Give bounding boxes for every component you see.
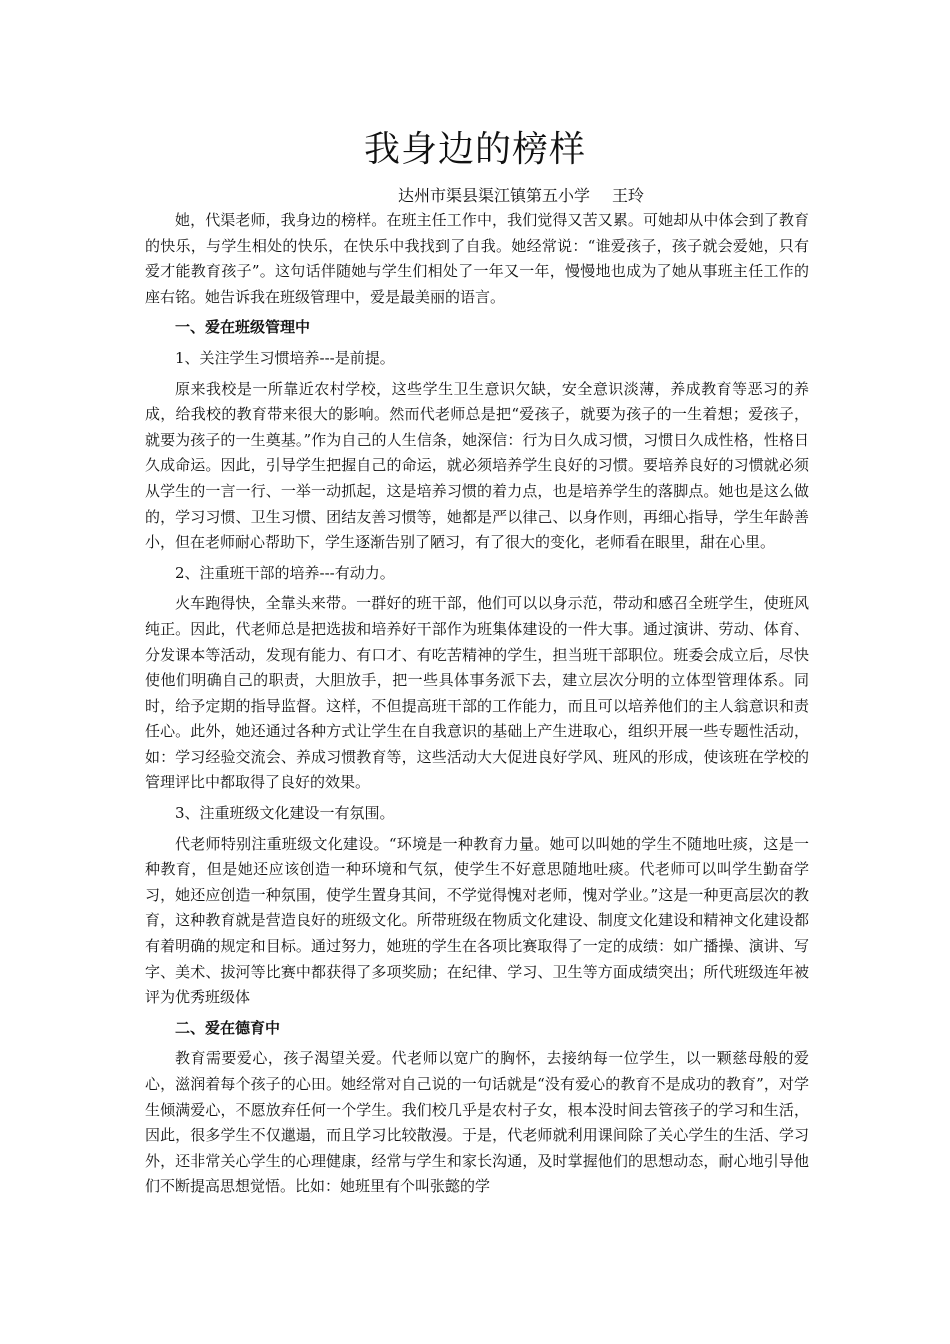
section-heading: 二、爱在德育中 (175, 1018, 281, 1037)
body-paragraph: 原来我校是一所靠近农村学校，这些学生卫生意识欠缺，安全意识淡薄，养成教育等恶习的养成，给我校的教育带来很大的影响。然而代老师总是把“爱孩子，就要为孩子的一生着想；爱孩子，就要为孩子的一生奠基。”作为自己的人生信条，她深信：行为日久成习惯，习惯日久成性格，性格日久成命运。因此，引导学生把握自己的命运，就必须培养学生良好的习惯。要培养良好的习惯就必须从学生的一言一行、一举一动抓起，这是培养习惯的着力点，也是培养学生的落脚点。她也是这么做的，学习习惯、卫生习惯、团结友善习惯等，她都是严以律己、以身作则，再细心指导，学生年龄善小，但在老师耐心帮助下，学生逐渐告别了陋习，有了很大的变化，老师看在眼里，甜在心里。 (145, 379, 809, 552)
subsection-heading: 1、关注学生习惯培养---是前提。 (175, 348, 395, 367)
intro-paragraph: 她，代渠老师，我身边的榜样。在班主任工作中，我们觉得又苦又累。可她却从中体会到了教育的快乐，与学生相处的快乐，在快乐中我找到了自我。她经常说：“谁爱孩子，孩子就会爱她，只有爱才能教育孩子”。这句话伴随她与学生们相处了一年又一年，慢慢地也成为了她从事班主任工作的座右铭。她告诉我在班级管理中，爱是最美丽的语言。 (145, 211, 809, 306)
author-organization: 达州市渠县渠江镇第五小学 (398, 186, 591, 205)
subsection-heading: 2、注重班干部的培养---有动力。 (175, 563, 395, 582)
page-title: 我身边的榜样 (363, 129, 586, 170)
author-byline (398, 184, 644, 208)
body-paragraph: 代老师特别注重班级文化建设。“环境是一种教育力量。她可以叫她的学生不随地吐痰，这是一种教育，但是她还应该创造一种环境和气氛，使学生不好意思随地吐痰。代老师可以叫学生勤奋学习，她还应创造一种氛围，使学生置身其间，不学觉得愧对老师，愧对学业。”这是一种更高层次的教育，这种教育就是营造良好的班级文化。所带班级在物质文化建设、制度文化建设和精神文化建设都有着明确的规定和目标。通过努力，她班的学生在各项比赛取得了一定的成绩：如广播操、演讲、写字、美术、拔河等比赛中都获得了多项奖励；在纪律、学习、卫生等方面成绩突出；所代班级连年被评为优秀班级体 (145, 834, 809, 1007)
section-heading: 一、爱在班级管理中 (175, 318, 311, 337)
body-paragraph: 教育需要爱心，孩子渴望关爱。代老师以宽广的胸怀，去接纳每一位学生，以一颗慈母般的爱心，滋润着每个孩子的心田。她经常对自己说的一句话就是“没有爱心的教育不是成功的教育”，对学生倾满爱心，不愿放弃任何一个学生。我们校几乎是农村子女，根本没时间去管孩子的学习和生活，因此，很多学生不仅邋遢，而且学习比较散漫。于是，代老师就利用课间除了关心学生的生活、学习外，还非常关心学生的心理健康，经常与学生和家长沟通，及时掌握他们的思想动态，耐心地引导他们不断提高思想觉悟。比如：她班里有个叫张懿的学 (145, 1049, 809, 1196)
body-paragraph: 火车跑得快，全靠头来带。一群好的班干部，他们可以以身示范，带动和感召全班学生，使班风纯正。因此，代老师总是把选拔和培养好干部作为班集体建设的一件大事。通过演讲、劳动、体育、分发课本等活动，发现有能力、有口才、有吃苦精神的学生，担当班干部职位。班委会成立后，尽快使他们明确自己的职责，大胆放手，把一些具体事务派下去，建立层次分明的立体型管理体系。同时，给予定期的指导监督。这样，不但提高班干部的工作能力，而且可以培养他们的主人翁意识和责任心。此外，她还通过各种方式让学生在自我意识的基础上产生进取心，组织开展一些专题性活动，如：学习经验交流会、养成习惯教育等，这些活动大大促进良好学风、班风的形成，使该班在学校的管理评比中都取得了良好的效果。 (145, 594, 809, 792)
subsection-heading: 3、注重班级文化建设一有氛围。 (175, 804, 395, 823)
author-name: 王玲 (612, 186, 645, 205)
article-body (145, 208, 809, 1200)
